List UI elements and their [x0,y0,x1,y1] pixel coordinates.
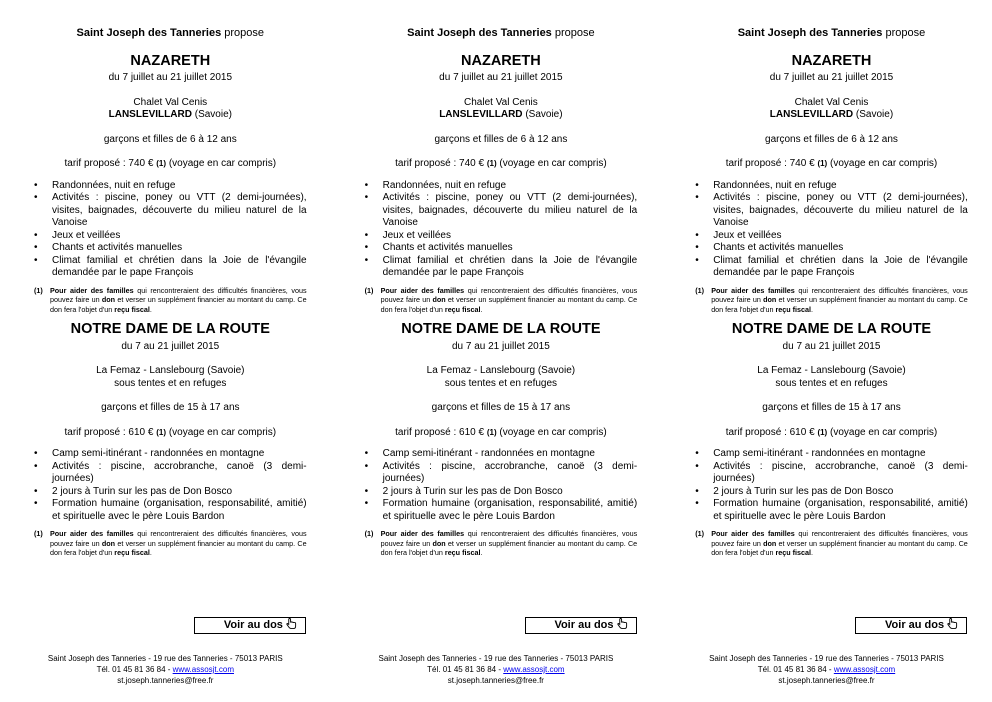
footnote-bold: Pour aider des familles [50,285,134,295]
camp-tarif [34,427,307,440]
tarif-note: (voyage en car compris) [168,426,277,438]
place-line: sous tentes et en refuges [444,377,558,389]
place-line: Chalet Val Cenis [794,96,869,108]
footnote-part: . [149,304,152,314]
footnote-bold: Pour aider des familles [711,529,795,539]
hand-pointer-icon [286,618,297,629]
tarif-text: tarif proposé : 740 € [725,158,815,170]
footnote-bold: don [763,295,777,305]
footnote-marker: (1) [34,529,43,539]
tarif-text: tarif proposé : 610 € [725,426,815,438]
list-item: • Activités : piscine, accrobranche, canoë (3 demi-journées) [695,461,968,486]
footer-address: Saint Joseph des Tanneries - 19 rue des Tanneries - 75013 PARIS [47,654,283,663]
footnote-text [50,286,307,315]
list-item: • Chants et activités manuelles [365,242,638,255]
footnote-marker: (1) [364,285,374,295]
footnote-part: et verser un supplément financier au montant du camp. Ce don fera l'objet d'un [50,538,307,558]
footnote-bold: don [101,538,116,548]
place-town: LANSLEVILLARD [439,109,523,121]
footnote-bold: Pour aider des familles [380,285,465,295]
camp-title: NAZARETH [791,52,872,69]
footer-email: st.joseph.tanneries@free.fr [117,675,214,685]
tarif-text: tarif proposé : 740 € [395,158,485,170]
activity-list [365,180,638,280]
footer-tel: Tél. 01 45 81 36 84 - [427,664,504,674]
footnote-bold: Pour aider des familles [50,529,134,539]
flyer-column [661,0,992,702]
footer [0,654,331,686]
tarif-ref: (1) [156,427,167,437]
org-name: Saint Joseph des Tanneries [407,27,552,39]
list-item: • Climat familial et chrétien dans la Joie de l'évangile demandée par le pape François [695,255,968,280]
list-item: • Camp semi-itinérant - randonnées en montagne [34,448,307,461]
camp-place [34,97,307,122]
place-region: (Savoie) [525,109,563,121]
footer-contact [0,665,331,676]
activity-list [34,448,307,523]
activity-list [34,180,307,280]
camp-age: garçons et filles de 6 à 12 ans [765,133,898,145]
list-item: • Randonnées, nuit en refuge [695,180,968,193]
header-suffix: propose [885,27,926,39]
footnote-marker: (1) [34,285,43,295]
list-item: • 2 jours à Turin sur les pas de Don Bosco [34,486,307,499]
footnote-bold: reçu fiscal [775,304,812,314]
tarif-note: (voyage en car compris) [499,426,607,438]
camp-dates: du 7 au 21 juillet 2015 [451,340,550,352]
footnote-text [381,529,638,558]
tarif-text: tarif proposé : 610 € [395,426,485,438]
list-item: • Activités : piscine, poney ou VTT (2 demi-journées), visites, baignades, découverte du milieu naturel de la Vanoise [695,192,968,230]
camp-title: NAZARETH [130,52,211,69]
list-item: • Randonnées, nuit en refuge [365,180,638,193]
place-line: sous tentes et en refuges [775,377,888,389]
tarif-ref: (1) [156,159,167,169]
see-back-box [525,617,637,634]
header [365,27,638,41]
camp-title: NOTRE DAME DE LA ROUTE [731,321,932,338]
camp-nazareth [365,53,638,314]
footnote-part: et verser un supplément financier au montant du camp. Ce don fera l'objet d'un [380,538,638,558]
tarif-ref: (1) [817,159,828,169]
footnote-part: qui rencontreraient des difficultés financières, vous pouvez faire un [50,529,307,548]
camp-title: NAZARETH [461,52,541,69]
list-item: • Formation humaine (organisation, responsabilité, amitié) et spirituelle avec le père Louis Bardon [695,498,968,523]
footnote-part: qui rencontreraient des difficultés financières, vous pouvez faire un [50,285,307,305]
tarif-note: (voyage en car compris) [830,426,938,438]
see-back-label: Voir au dos [223,619,283,631]
footer-contact [331,665,662,676]
footer-tel: Tél. 01 45 81 36 84 - [757,664,834,674]
activity-list [365,448,638,523]
footnote-bold: don [432,295,446,305]
camp-place [34,365,307,390]
footnote-part: qui rencontreraient des difficultés financières, vous pouvez faire un [380,529,638,548]
place-town: LANSLEVILLARD [769,109,854,121]
footnote-text [711,529,968,558]
camp-notre-dame [695,321,968,557]
list-item: • Climat familial et chrétien dans la Joie de l'évangile demandée par le pape François [34,255,307,280]
footer-contact [661,665,992,676]
list-item: • Jeux et veillées [365,230,638,243]
footnote [34,286,307,315]
list-item: • 2 jours à Turin sur les pas de Don Bosco [365,486,638,499]
header-suffix: propose [224,27,265,39]
list-item: • Jeux et veillées [695,230,968,243]
footnote [695,529,968,558]
footer-address: Saint Joseph des Tanneries - 19 rue des Tanneries - 75013 PARIS [709,654,944,663]
see-back-box [855,617,967,634]
see-back-label: Voir au dos [554,619,614,631]
camp-tarif [34,158,307,171]
place-region: (Savoie) [194,109,232,121]
tarif-note: (voyage en car compris) [168,158,277,170]
footnote-marker: (1) [364,529,374,539]
place-line: La Femaz - Lanslebourg (Savoie) [426,365,576,377]
footer-email: st.joseph.tanneries@free.fr [778,675,875,685]
org-name: Saint Joseph des Tanneries [76,27,222,39]
camp-age: garçons et filles de 15 à 17 ans [762,402,901,414]
footnote [695,286,968,315]
footer-email: st.joseph.tanneries@free.fr [447,675,544,685]
hand-pointer-icon [617,618,628,629]
footnote-bold: reçu fiscal [114,304,150,314]
header [34,27,307,41]
footnote-part: . [149,548,152,558]
camp-dates: du 7 juillet au 21 juillet 2015 [108,72,233,84]
camp-age: garçons et filles de 15 à 17 ans [431,402,571,414]
footnote-part: et verser un supplément financier au montant du camp. Ce don fera l'objet d'un [380,295,638,314]
list-item: • Formation humaine (organisation, responsabilité, amitié) et spirituelle avec le père Louis Bardon [365,498,638,523]
footnote-bold: don [763,538,777,548]
list-item: • Camp semi-itinérant - randonnées en montagne [695,448,968,461]
footnote [34,529,307,558]
flyer-column [0,0,331,702]
camp-notre-dame [365,321,638,557]
hand-pointer-icon [947,618,958,629]
footnote [365,529,638,558]
camp-age: garçons et filles de 15 à 17 ans [101,402,240,414]
tarif-ref: (1) [817,427,828,437]
list-item: • Chants et activités manuelles [34,242,307,255]
footnote-part: qui rencontreraient des difficultés financières, vous pouvez faire un [711,285,968,305]
tarif-note: (voyage en car compris) [830,158,938,170]
footnote-part: et verser un supplément financier au montant du camp. Ce don fera l'objet d'un [50,295,307,314]
footnote-text [381,286,638,315]
activity-list [695,448,968,523]
footer-tel: Tél. 01 45 81 36 84 - [96,664,173,674]
tarif-note: (voyage en car compris) [499,158,607,170]
footnote-part: et verser un supplément financier au montant du camp. Ce don fera l'objet d'un [711,538,968,558]
camp-dates: du 7 juillet au 21 juillet 2015 [769,72,894,84]
camp-place [695,365,968,390]
place-line: La Femaz - Lanslebourg (Savoie) [757,365,906,377]
footnote-bold: don [101,295,116,305]
list-item: • Chants et activités manuelles [695,242,968,255]
footnote-bold: don [432,538,446,548]
camp-title: NOTRE DAME DE LA ROUTE [70,321,270,338]
camp-nazareth [695,53,968,314]
camp-age: garçons et filles de 6 à 12 ans [434,133,568,145]
footnote-bold: reçu fiscal [114,548,150,558]
footnote-part: qui rencontreraient des difficultés financières, vous pouvez faire un [711,529,968,548]
website-link[interactable]: www.assosjt.com [503,664,565,674]
footnote-marker: (1) [695,529,704,539]
place-line: Chalet Val Cenis [133,96,208,108]
footnote-bold: Pour aider des familles [380,529,465,539]
camp-tarif [365,427,638,440]
tarif-text: tarif proposé : 610 € [64,426,154,438]
footnote-part: et verser un supplément financier au montant du camp. Ce don fera l'objet d'un [711,295,968,314]
website-link[interactable]: www.assosjt.com [833,664,896,674]
header-suffix: propose [554,27,595,39]
list-item: • Activités : piscine, accrobranche, canoë (3 demi-journées) [34,461,307,486]
footnote [365,286,638,315]
list-item: • 2 jours à Turin sur les pas de Don Bosco [695,486,968,499]
footnote-text [50,529,307,558]
camp-nazareth [34,53,307,314]
camp-place [695,97,968,122]
footnote-part: . [480,304,483,314]
flyer-column [331,0,662,702]
see-back-label: Voir au dos [885,619,945,631]
website-link[interactable]: www.assosjt.com [172,664,234,674]
list-item: • Activités : piscine, accrobranche, canoë (3 demi-journées) [365,461,638,486]
camp-tarif [365,158,638,171]
footnote-bold: reçu fiscal [444,304,481,314]
activity-list [695,180,968,280]
see-back-box [194,617,306,634]
list-item: • Formation humaine (organisation, responsabilité, amitié) et spirituelle avec le père Louis Bardon [34,498,307,523]
footer [661,654,992,686]
camp-tarif [695,158,968,171]
footnote-bold: Pour aider des familles [711,285,795,295]
footnote-marker: (1) [695,285,704,295]
place-line: Chalet Val Cenis [464,96,538,108]
list-item: • Climat familial et chrétien dans la Joie de l'évangile demandée par le pape François [365,255,638,280]
place-region: (Savoie) [855,109,894,121]
camp-dates: du 7 juillet au 21 juillet 2015 [439,72,563,84]
footnote-text [711,286,968,315]
tarif-ref: (1) [486,427,497,437]
footnote-part: . [811,548,814,558]
list-item: • Activités : piscine, poney ou VTT (2 demi-journées), visites, baignades, découverte du milieu naturel de la Vanoise [34,192,307,230]
list-item: • Activités : piscine, poney ou VTT (2 demi-journées), visites, baignades, découverte du milieu naturel de la Vanoise [365,192,638,230]
footnote-part: . [811,304,814,314]
camp-place [365,365,638,390]
footer [331,654,662,686]
place-line [695,109,968,122]
tarif-ref: (1) [486,159,497,169]
place-line: La Femaz - Lanslebourg (Savoie) [96,365,245,377]
place-line: sous tentes et en refuges [114,377,227,389]
tarif-text: tarif proposé : 740 € [64,158,154,170]
camp-tarif [695,427,968,440]
camp-title: NOTRE DAME DE LA ROUTE [401,321,601,338]
org-name: Saint Joseph des Tanneries [737,27,883,39]
camp-place [365,97,638,122]
footnote-bold: reçu fiscal [775,548,812,558]
footer-address: Saint Joseph des Tanneries - 19 rue des Tanneries - 75013 PARIS [378,654,614,663]
list-item: • Jeux et veillées [34,230,307,243]
list-item: • Randonnées, nuit en refuge [34,180,307,193]
camp-dates: du 7 au 21 juillet 2015 [121,340,220,352]
footnote-part: qui rencontreraient des difficultés financières, vous pouvez faire un [380,285,638,305]
camp-notre-dame [34,321,307,557]
camp-dates: du 7 au 21 juillet 2015 [782,340,881,352]
header [695,27,968,41]
footnote-bold: reçu fiscal [444,548,481,558]
place-town: LANSLEVILLARD [108,109,192,121]
place-line [365,109,638,122]
footnote-part: . [480,548,483,558]
place-line [34,109,307,122]
camp-age: garçons et filles de 6 à 12 ans [103,133,237,145]
list-item: • Camp semi-itinérant - randonnées en montagne [365,448,638,461]
